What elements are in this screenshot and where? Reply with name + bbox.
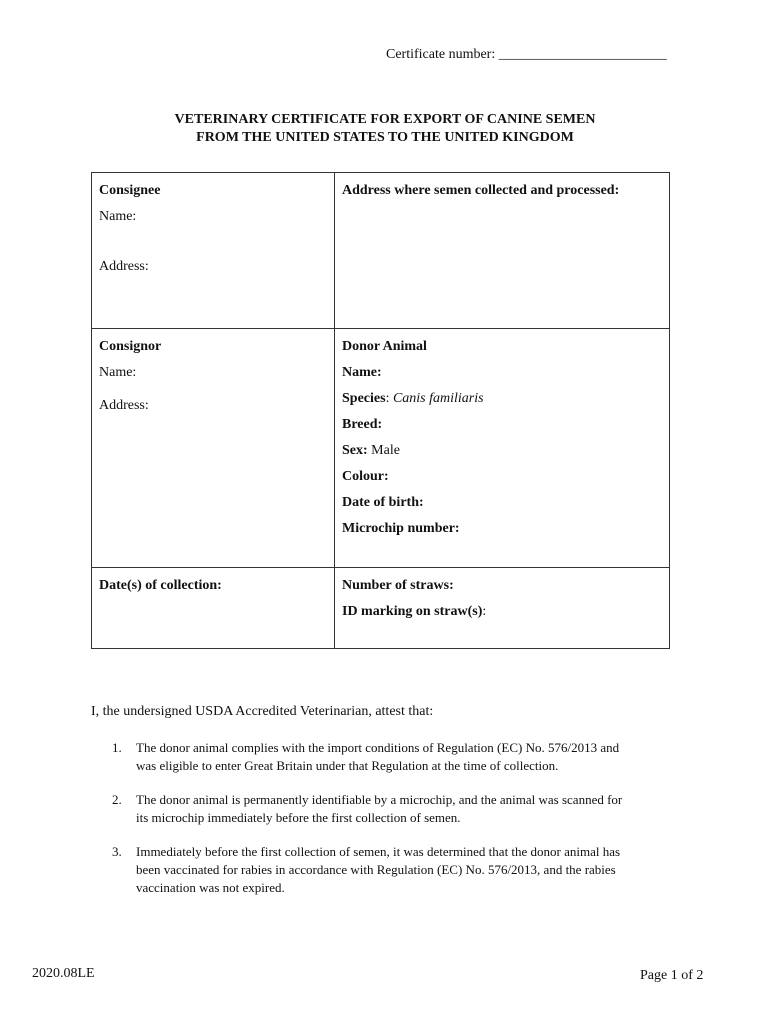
condition-line: its microchip immediately before the first collection of semen.	[136, 810, 461, 825]
condition-item	[100, 843, 690, 897]
species-value: Canis familiaris	[392, 391, 484, 406]
consignor-address-label: Address:	[99, 398, 149, 413]
collection-dates-label: Date(s) of collection:	[99, 578, 222, 593]
collection-dates-cell[interactable]	[92, 568, 335, 649]
condition-line: vaccination was not expired.	[136, 880, 285, 895]
donor-heading: Donor Animal	[342, 339, 427, 354]
donor-dob-label: Date of birth:	[342, 495, 424, 510]
donor-species	[342, 391, 663, 407]
condition-line: Immediately before the first collection of semen, it was determined that the donor animal has	[136, 844, 621, 859]
certificate-number-field[interactable]: Certificate number: ________________________	[386, 47, 667, 62]
condition-line: been vaccinated for rabies in accordance with Regulation (EC) No. 576/2013, and the rabies	[136, 862, 616, 877]
consignor-name-label: Name:	[99, 365, 137, 380]
straws-cell[interactable]	[335, 568, 670, 649]
sex-label: Sex:	[342, 443, 368, 458]
collection-address-cell[interactable]	[335, 173, 670, 329]
condition-number: 3.	[112, 844, 122, 859]
condition-item	[100, 739, 690, 775]
donor-sex	[342, 443, 663, 459]
attestation-statement: I, the undersigned USDA Accredited Veterinarian, attest that:	[91, 704, 434, 719]
donor-animal-cell[interactable]	[335, 329, 670, 568]
straws-id-label: ID marking on straw(s)	[342, 604, 483, 619]
consignee-heading: Consignee	[99, 183, 161, 198]
document-title	[0, 111, 770, 147]
consignor-cell[interactable]	[92, 329, 335, 568]
collection-address-heading: Address where semen collected and processed:	[342, 183, 620, 198]
consignee-address-label: Address:	[99, 259, 149, 274]
condition-number: 1.	[112, 740, 122, 755]
certificate-table	[91, 172, 670, 649]
consignee-name-label: Name:	[99, 209, 137, 224]
consignee-cell[interactable]	[92, 173, 335, 329]
condition-line: The donor animal is permanently identifiable by a microchip, and the animal was scanned for	[136, 792, 623, 807]
species-label: Species	[342, 391, 386, 406]
straws-id-separator: :	[482, 604, 487, 619]
donor-breed-label: Breed:	[342, 417, 383, 432]
title-line-2: FROM THE UNITED STATES TO THE UNITED KINGDOM	[196, 130, 574, 145]
donor-colour-label: Colour:	[342, 469, 389, 484]
condition-line: The donor animal complies with the import conditions of Regulation (EC) No. 576/2013 and	[136, 740, 620, 755]
condition-item	[100, 791, 690, 827]
conditions-list	[100, 739, 690, 913]
straws-number-label: Number of straws:	[342, 578, 454, 593]
consignor-heading: Consignor	[99, 339, 162, 354]
form-code: 2020.08LE	[32, 966, 95, 981]
donor-microchip-label: Microchip number:	[342, 521, 460, 536]
condition-number: 2.	[112, 792, 122, 807]
title-line-1: VETERINARY CERTIFICATE FOR EXPORT OF CANINE SEMEN	[174, 112, 596, 127]
page-number: Page 1 of 2	[640, 968, 704, 983]
sex-value: Male	[367, 443, 400, 458]
donor-name-label: Name:	[342, 365, 382, 380]
straws-id-marking	[342, 604, 663, 620]
species-separator: :	[385, 391, 393, 406]
condition-line: was eligible to enter Great Britain under that Regulation at the time of collection.	[136, 758, 559, 773]
